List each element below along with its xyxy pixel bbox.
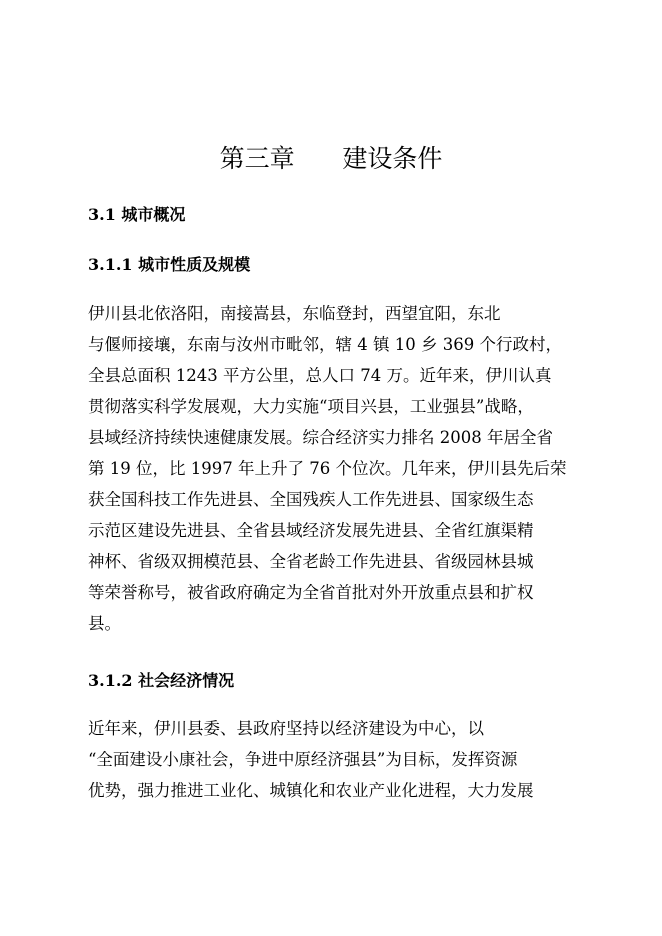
section-heading-3-1-2: 3.1.2 社会经济情况 xyxy=(88,671,235,690)
paragraph-line: 优势，强力推进工业化、城镇化和农业产业化进程，大力发展 xyxy=(88,781,534,800)
paragraph-line: 获全国科技工作先进县、全国残疾人工作先进县、国家级生态 xyxy=(88,490,534,509)
paragraph-line: 伊川县北依洛阳，南接嵩县，东临登封，西望宜阳，东北 xyxy=(88,304,501,323)
paragraph-line: 贯彻落实科学发展观，大力实施“项目兴县，工业强县”战略， xyxy=(88,397,534,416)
paragraph-line: 与偃师接壤，东南与汝州市毗邻，辖 4 镇 10 乡 369 个行政村， xyxy=(88,335,562,354)
paragraph-line: 县。 xyxy=(88,614,121,633)
paragraph-line: “全面建设小康社会，争进中原经济强县”为目标，发挥资源 xyxy=(88,750,518,769)
paragraph-line: 示范区建设先进县、全省县域经济发展先进县、全省红旗渠精 xyxy=(88,521,534,540)
chapter-title: 第三章 建设条件 xyxy=(219,144,443,173)
section-heading-3-1-1: 3.1.1 城市性质及规模 xyxy=(88,255,251,274)
paragraph-city-nature-scale xyxy=(88,298,578,639)
paragraph-line: 近年来，伊川县委、县政府坚持以经济建设为中心，以 xyxy=(88,719,484,738)
section-heading-3-1: 3.1 城市概况 xyxy=(88,205,186,224)
paragraph-line: 全县总面积 1243 平方公里，总人口 74 万。近年来，伊川认真 xyxy=(88,366,552,385)
paragraph-line: 神杯、省级双拥模范县、全省老龄工作先进县、省级园林县城 xyxy=(88,552,534,571)
paragraph-socio-economic xyxy=(88,713,578,806)
paragraph-line: 县域经济持续快速健康发展。综合经济实力排名 2008 年居全省 xyxy=(88,428,553,447)
paragraph-line: 第 19 位，比 1997 年上升了 76 个位次。几年来，伊川县先后荣 xyxy=(88,459,567,478)
paragraph-line: 等荣誉称号，被省政府确定为全省首批对外开放重点县和扩权 xyxy=(88,583,534,602)
